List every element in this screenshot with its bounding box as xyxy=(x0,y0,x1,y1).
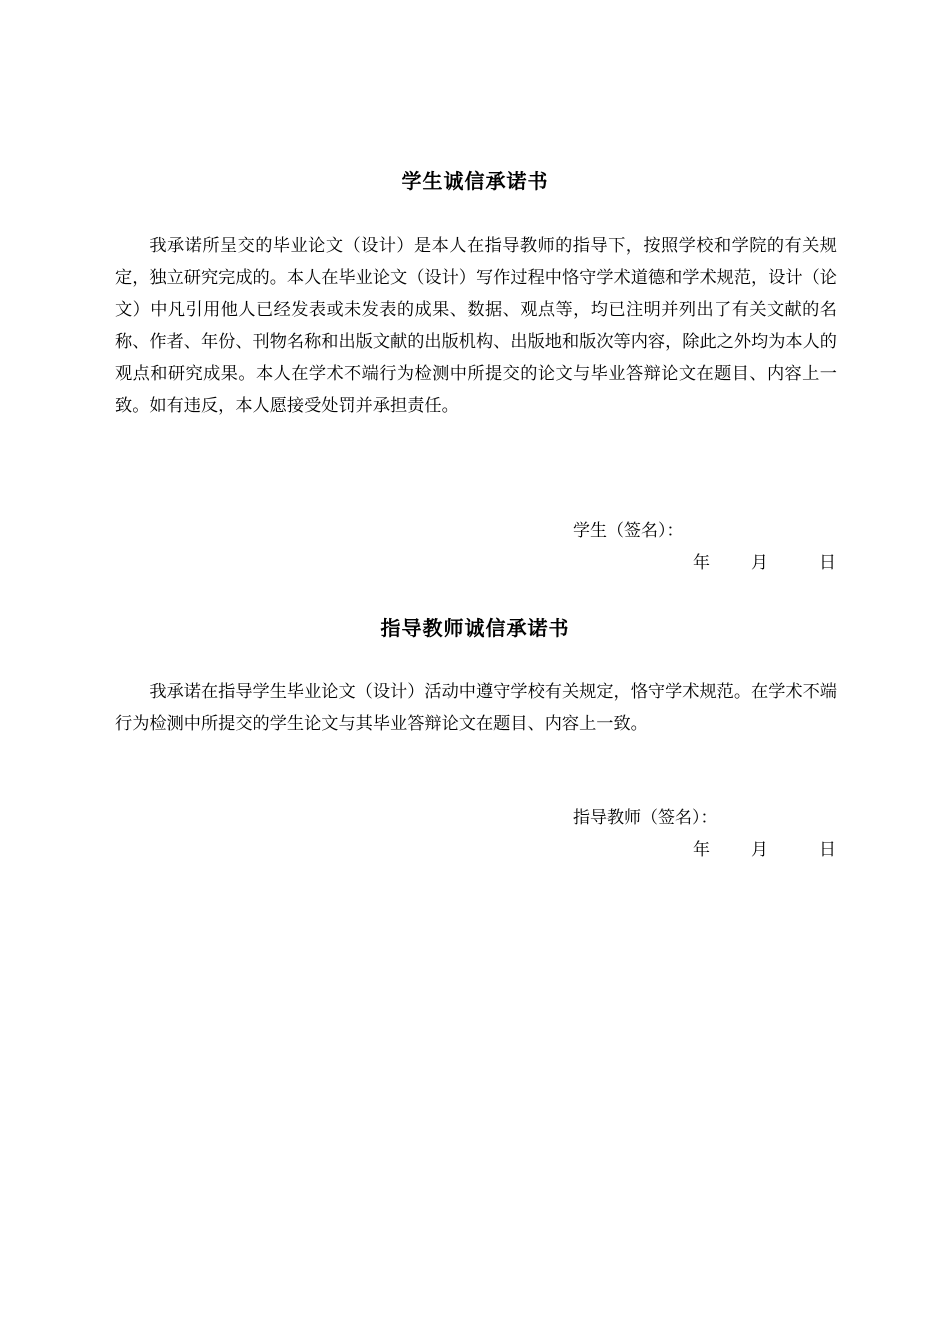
student-date-month: 月 xyxy=(751,553,768,573)
advisor-date-month: 月 xyxy=(751,840,768,860)
student-signature-label: 学生（签名）： xyxy=(573,521,684,541)
student-pledge-body: 我承诺所呈交的毕业论文（设计）是本人在指导教师的指导下，按照学校和学院的有关规定，独立研究完成的。本人在毕业论文（设计）写作过程中恪守学术道德和学术规范，设计（论文）中凡引用他人已经发表或未发表的成果、数据、观点等，均已注明并列出了有关文献的名称、作者、年份、刊物名称和出版文献的出版机构、出版地和版次等内容，除此之外均为本人的观点和研究成果。本人在学术不端行为检测中所提交的论文与毕业答辩论文在题目、内容上一致。如有违反，本人愿接受处罚并承担责任。 xyxy=(115,236,837,416)
advisor-date-year: 年 xyxy=(693,840,710,860)
advisor-signature-label: 指导教师（签名）： xyxy=(573,808,718,828)
student-pledge-title: 学生诚信承诺书 xyxy=(401,169,549,193)
student-date-year: 年 xyxy=(693,553,710,573)
student-date-day: 日 xyxy=(819,553,836,573)
advisor-pledge-body: 我承诺在指导学生毕业论文（设计）活动中遵守学校有关规定，恪守学术规范。在学术不端行为检测中所提交的学生论文与其毕业答辩论文在题目、内容上一致。 xyxy=(115,682,837,734)
advisor-pledge-title: 指导教师诚信承诺书 xyxy=(380,616,570,640)
advisor-date-day: 日 xyxy=(819,840,836,860)
